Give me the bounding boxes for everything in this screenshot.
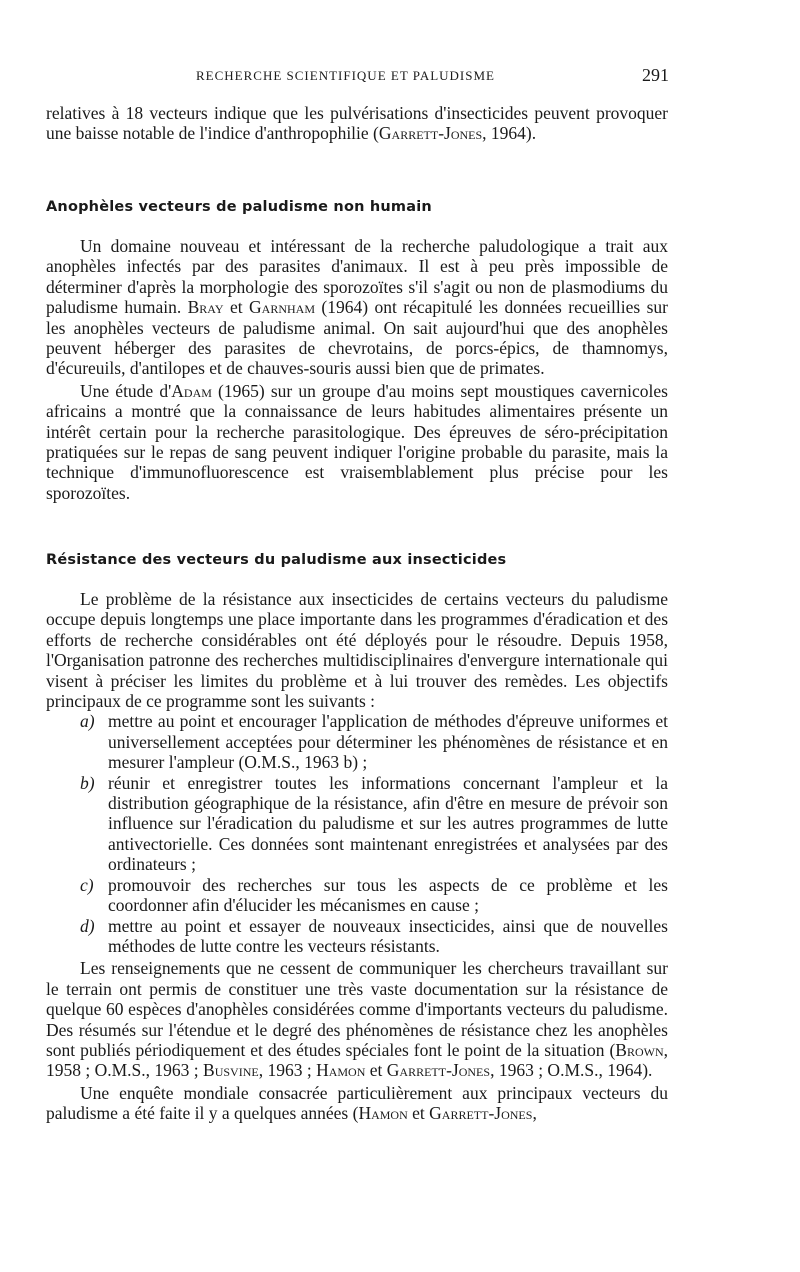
section2-body [46,589,668,1124]
objectives-list [46,711,668,956]
text-span: et [365,1060,387,1081]
text-span: Un domaine nouveau et intéressant de la recherche paludologique a trait aux anophèles infectés par des parasites d'animaux. Il est à peu près impossible de déterminer d'après la morphologie des sporozoïtes s'il s'agit ou non de plasmodiums du paludisme humain. [46,236,668,318]
list-item-text: réunir et enregistrer toutes les informations concernant l'ampleur et la distribution géographique de la résistance, afin d'être en mesure de prévoir son influence sur l'éradication du paludisme et sur les autres programmes de lutte antivectorielle. Ces données sont maintenant enregistrées et analysées par des ordinateurs ; [108,772,668,875]
list-item-text: mettre au point et encourager l'application de méthodes d'épreuve uniformes et universellement acceptées pour déterminer les phénomènes de résistance et en mesurer l'ampleur (O.M.S., 1963 b) ; [108,711,668,773]
body-paragraph [46,958,668,1080]
text-span: (1964) ont récapitulé les données recueillies sur les anophèles vecteurs de paludisme animal. On sait aujourd'hui que des anophèles peuvent héberger des parasites de chevrotains, de porcs-épics, de thamnomys, d'écureuils, d'antilopes et de chauves-souris aussi bien que de primates. [46,297,668,379]
text-span: Une étude d' [80,380,172,401]
author-name: Bray [187,297,224,318]
list-item [46,916,668,957]
list-marker: d) [80,915,95,936]
section-heading: Anophèles vecteurs de paludisme non humain [46,199,432,215]
body-paragraph [46,1083,668,1124]
body-paragraph [46,381,668,503]
list-marker: c) [80,874,94,895]
text-span: , [532,1103,537,1124]
author-name: Garrett-Jones, [378,123,487,144]
text-span: Une enquête mondiale consacrée particulièrement aux principaux vecteurs du paludisme a été faite il y a quelques années ( [46,1082,668,1124]
author-name: Hamon [316,1060,366,1081]
author-name: Garnham [249,297,315,318]
section1-body [46,236,668,503]
list-item [46,773,668,875]
text-span: Les renseignements que ne cessent de communiquer les chercheurs travaillant sur le terrain ont permis de constituer une très vaste documentation sur la résistance de quelque 60 espèces d'anophèles considérées comme d'importants vecteurs du paludisme. Des résumés sur l'étendue et le degré des phénomènes de résistance chez les anophèles sont publiés périodiquement et des études spéciales font le point de la situation ( [46,958,668,1060]
text-span: , 1963 ; [258,1060,317,1081]
author-name: Hamon [358,1103,408,1124]
body-paragraph [46,236,668,379]
page-number: 291 [642,65,669,85]
author-name: Garrett-Jones [429,1103,533,1124]
body-paragraph: Le problème de la résistance aux insecticides de certains vecteurs du paludisme occupe depuis longtemps une place importante dans les programmes d'éradication et des efforts de recherche considérables ont été déployés pour le résoudre. Depuis 1958, l'Organisation patronne des recherches multidisciplinaires d'envergure internationale qui visent à préciser les limites du problème et à lui trouver des remèdes. Les objectifs principaux de ce programme sont les suivants : [46,589,668,712]
author-name: Adam [171,380,212,401]
list-marker: a) [80,711,95,732]
author-name: Garrett-Jones [386,1060,491,1081]
text-span: , 1958 ; O.M.S., 1963 ; [46,1039,668,1081]
author-name: Busvine [203,1060,259,1081]
text-span: relatives à 18 vecteurs indique que les pulvérisations d'insecticides peuvent provoquer une baisse notable de l'indice d'anthropophilie ( [46,103,668,144]
text-span: et [407,1103,430,1124]
text-span: , 1963 ; O.M.S., 1964). [490,1060,653,1081]
list-item [46,875,668,916]
text-span: et [223,297,250,318]
text-span: (1965) sur un groupe d'au moins sept moustiques cavernicoles africains a montré que la connaissance de leurs habitudes alimentaires présente un intérêt certain pour la recherche parasitologique. Des épreuves de séro-précipitation pratiquées sur le repas de sang peuvent indiquer l'origine probable du parasite, mais la technique d'immunofluorescence est vraisemblablement plus précise pour les sporozoïtes. [46,380,668,503]
section-heading: Résistance des vecteurs du paludisme aux insecticides [46,552,507,568]
intro-paragraph [46,103,668,144]
list-item-text: mettre au point et essayer de nouveaux insecticides, ainsi que de nouvelles méthodes de lutte contre les vecteurs résistants. [108,915,668,956]
intro-paragraph-block [46,103,668,144]
list-item [46,711,668,772]
running-head: RECHERCHE SCIENTIFIQUE ET PALUDISME [196,68,495,83]
author-name: Brown [615,1039,664,1060]
list-marker: b) [80,772,95,793]
list-item-text: promouvoir des recherches sur tous les aspects de ce problème et les coordonner afin d'élucider les mécanismes en cause ; [108,874,668,916]
text-span: 1964). [486,123,537,144]
